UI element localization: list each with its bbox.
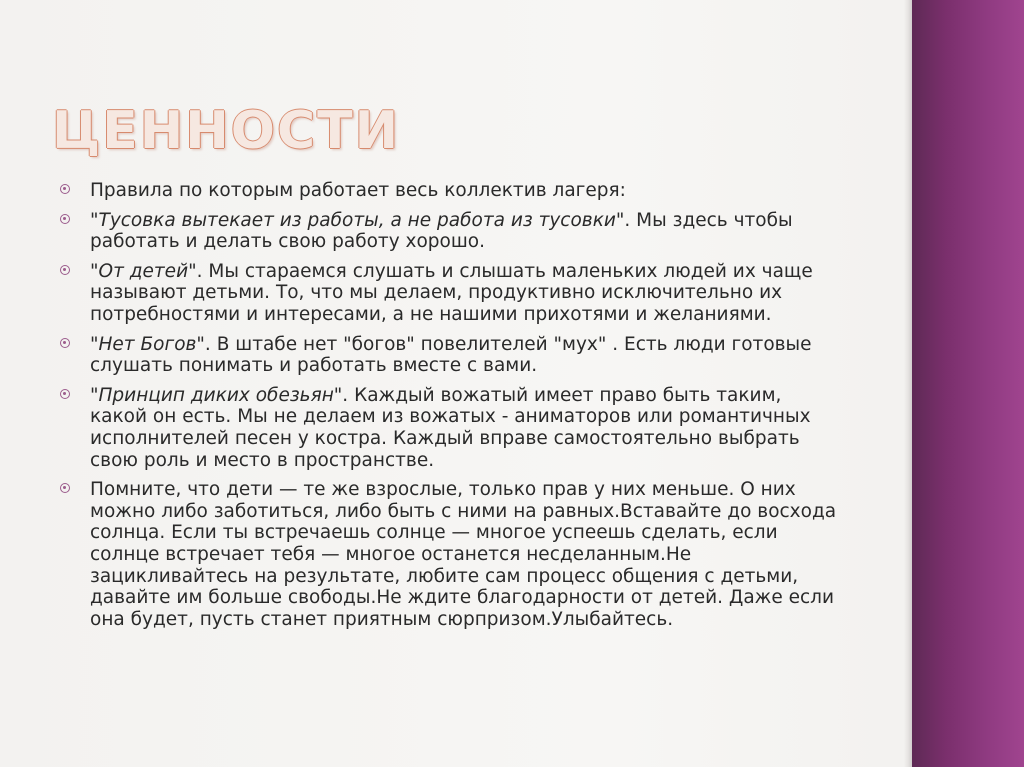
item-quote-open: "	[90, 209, 99, 231]
item-text: Правила по которым работает весь коллектив лагеря:	[90, 180, 626, 201]
bullet-list	[60, 180, 840, 638]
slide-title: ЦЕННОСТИ	[52, 101, 401, 161]
bullet-icon	[60, 389, 70, 399]
item-italic: От детей	[98, 260, 189, 282]
list-item	[60, 385, 840, 471]
list-item	[60, 261, 840, 326]
item-italic: Тусовка вытекает из работы, а не работа из тусовки	[98, 209, 616, 231]
item-italic: Нет Богов	[98, 333, 197, 355]
item-quote-open: "	[90, 384, 99, 406]
item-quote-open: "	[90, 333, 99, 355]
bullet-icon	[60, 214, 70, 224]
list-item	[60, 210, 840, 253]
item-text: Помните, что дети — те же взрослые, только прав у них меньше. О них можно либо заботиться, либо быть с ними на равных.Вставайте до восхода солнца. Если ты встречаешь солнце — многое успеешь сделать, если солнце встречает тебя — многое останется несделанным.Не зацикливайтесь на результате, любите сам процесс общения с детьми, давайте им больше свободы.Не ждите благодарности от детей. Даже если она будет, пусть станет приятным сюрпризом.Улыбайтесь.	[90, 479, 837, 630]
item-italic: Принцип диких обезьян	[98, 384, 334, 406]
item-text: ". Мы стараемся слушать и слышать маленьких людей их чаще называют детьми. То, что мы делаем, продуктивно исключительно их потребностями и интересами, а не нашими прихотями и желаниями.	[90, 260, 813, 325]
list-item	[60, 479, 840, 630]
bullet-icon	[60, 338, 70, 348]
item-text: ". В штабе нет "богов" повелителей "мух" . Есть люди готовые слушать понимать и работать вместе с вами.	[90, 333, 812, 377]
bullet-icon	[60, 184, 70, 194]
bullet-icon	[60, 265, 70, 275]
list-item	[60, 334, 840, 377]
item-quote-open: "	[90, 260, 99, 282]
item-text: ". Каждый вожатый имеет право быть таким, какой он есть. Мы не делаем из вожатых - аниматоров или романтичных исполнителей песен у костра. Каждый вправе самостоятельно выбрать свою роль и место в пространстве.	[90, 384, 811, 471]
bullet-icon	[60, 483, 70, 493]
item-text: ". Мы здесь чтобы работать и делать свою работу хорошо.	[90, 209, 793, 253]
side-accent-band	[912, 0, 1024, 767]
list-item	[60, 180, 840, 202]
